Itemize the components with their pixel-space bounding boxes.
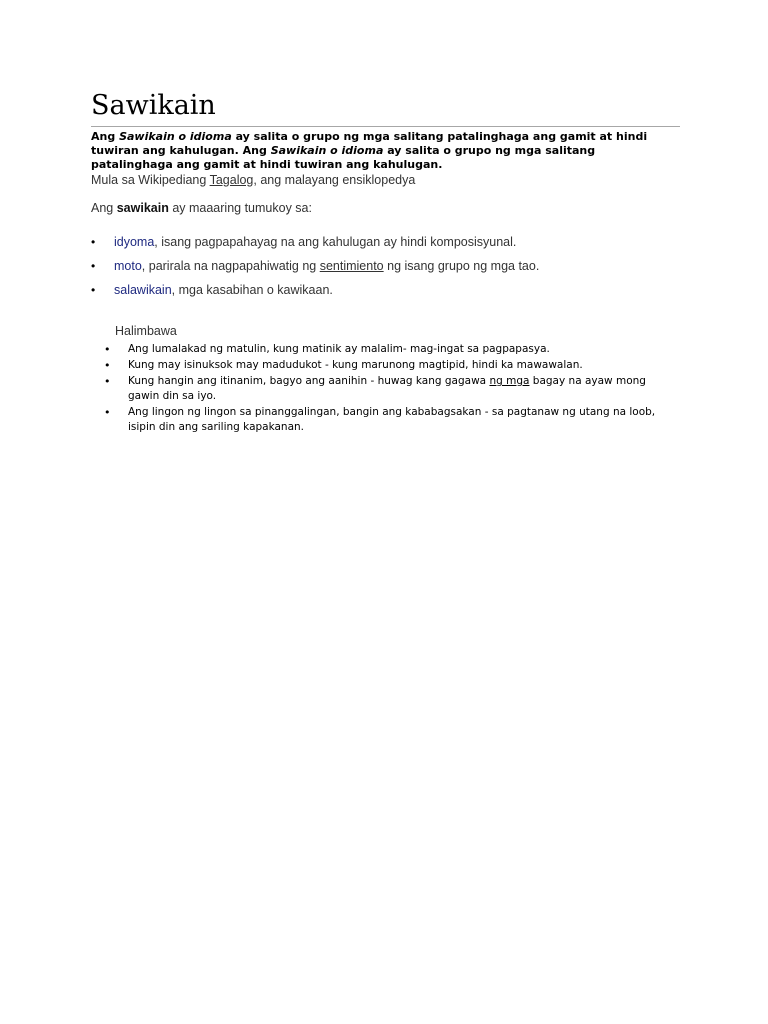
example-text: Kung hangin ang itinanim, bagyo ang aanihin - huwag kang gagawa bbox=[128, 375, 490, 387]
source-text-after: , ang malayang ensiklopedya bbox=[253, 173, 416, 187]
sense-text-after: ng isang grupo ng mga tao. bbox=[383, 259, 540, 273]
intro-text-after: ay maaaring tumukoy sa: bbox=[168, 201, 312, 215]
example-text-after: bagay na ayaw mong gawin din sa iyo. bbox=[128, 375, 646, 402]
sense-list bbox=[91, 234, 680, 298]
list-item bbox=[91, 342, 680, 357]
sense-link[interactable]: idyoma bbox=[114, 235, 155, 249]
list-item bbox=[91, 405, 680, 435]
list-item bbox=[91, 374, 680, 404]
sense-underlined-link[interactable]: sentimiento bbox=[319, 259, 384, 273]
source-line bbox=[91, 173, 680, 188]
page-title: Sawikain bbox=[91, 88, 680, 127]
lead-text-2: ay salita o grupo ng mga salitang patalinghaga ang gamit at hindi tuwiran ang kahulugan. Ang bbox=[91, 130, 648, 157]
example-text: Ang lingon ng lingon sa pinanggalingan, bangin ang kababagsakan - sa pagtanaw ng utang na loob, isipin din ang sariling kapakanan. bbox=[128, 406, 656, 433]
sense-text: , isang pagpapahayag na ang kahulugan ay hindi komposisyunal. bbox=[154, 235, 517, 249]
lead-text-1: Ang bbox=[91, 130, 120, 143]
sense-text: , mga kasabihan o kawikaan. bbox=[171, 283, 333, 297]
lead-text-3: ay salita o grupo ng mga salitang patalinghaga ang gamit at hindi tuwiran ang kahulugan. bbox=[91, 144, 596, 171]
example-list bbox=[91, 342, 680, 435]
lead-term-2: Sawikain o idioma bbox=[270, 144, 384, 157]
lead-paragraph bbox=[91, 130, 680, 172]
list-item bbox=[91, 258, 680, 274]
example-underlined: ng mga bbox=[489, 375, 530, 387]
sense-link[interactable]: salawikain bbox=[114, 283, 172, 297]
intro-text-before: Ang bbox=[91, 201, 117, 215]
source-link-tagalog[interactable]: Tagalog bbox=[209, 173, 254, 187]
list-item bbox=[91, 358, 680, 373]
sense-link[interactable]: moto bbox=[114, 259, 142, 273]
examples-heading: Halimbawa bbox=[115, 324, 177, 338]
example-text: Ang lumalakad ng matulin, kung matinik ay malalim- mag-ingat sa pagpapasya. bbox=[128, 343, 550, 355]
intro-term: sawikain bbox=[116, 201, 169, 215]
source-text-before: Mula sa Wikipediang bbox=[91, 173, 210, 187]
example-text: Kung may isinuksok may madudukot - kung marunong magtipid, hindi ka mawawalan. bbox=[128, 359, 583, 371]
sense-text: , parirala na nagpapahiwatig ng bbox=[141, 259, 320, 273]
intro-line bbox=[91, 200, 680, 216]
list-item bbox=[91, 282, 680, 298]
lead-term-1: Sawikain o idioma bbox=[119, 130, 232, 143]
list-item bbox=[91, 234, 680, 250]
document-page bbox=[91, 88, 680, 436]
